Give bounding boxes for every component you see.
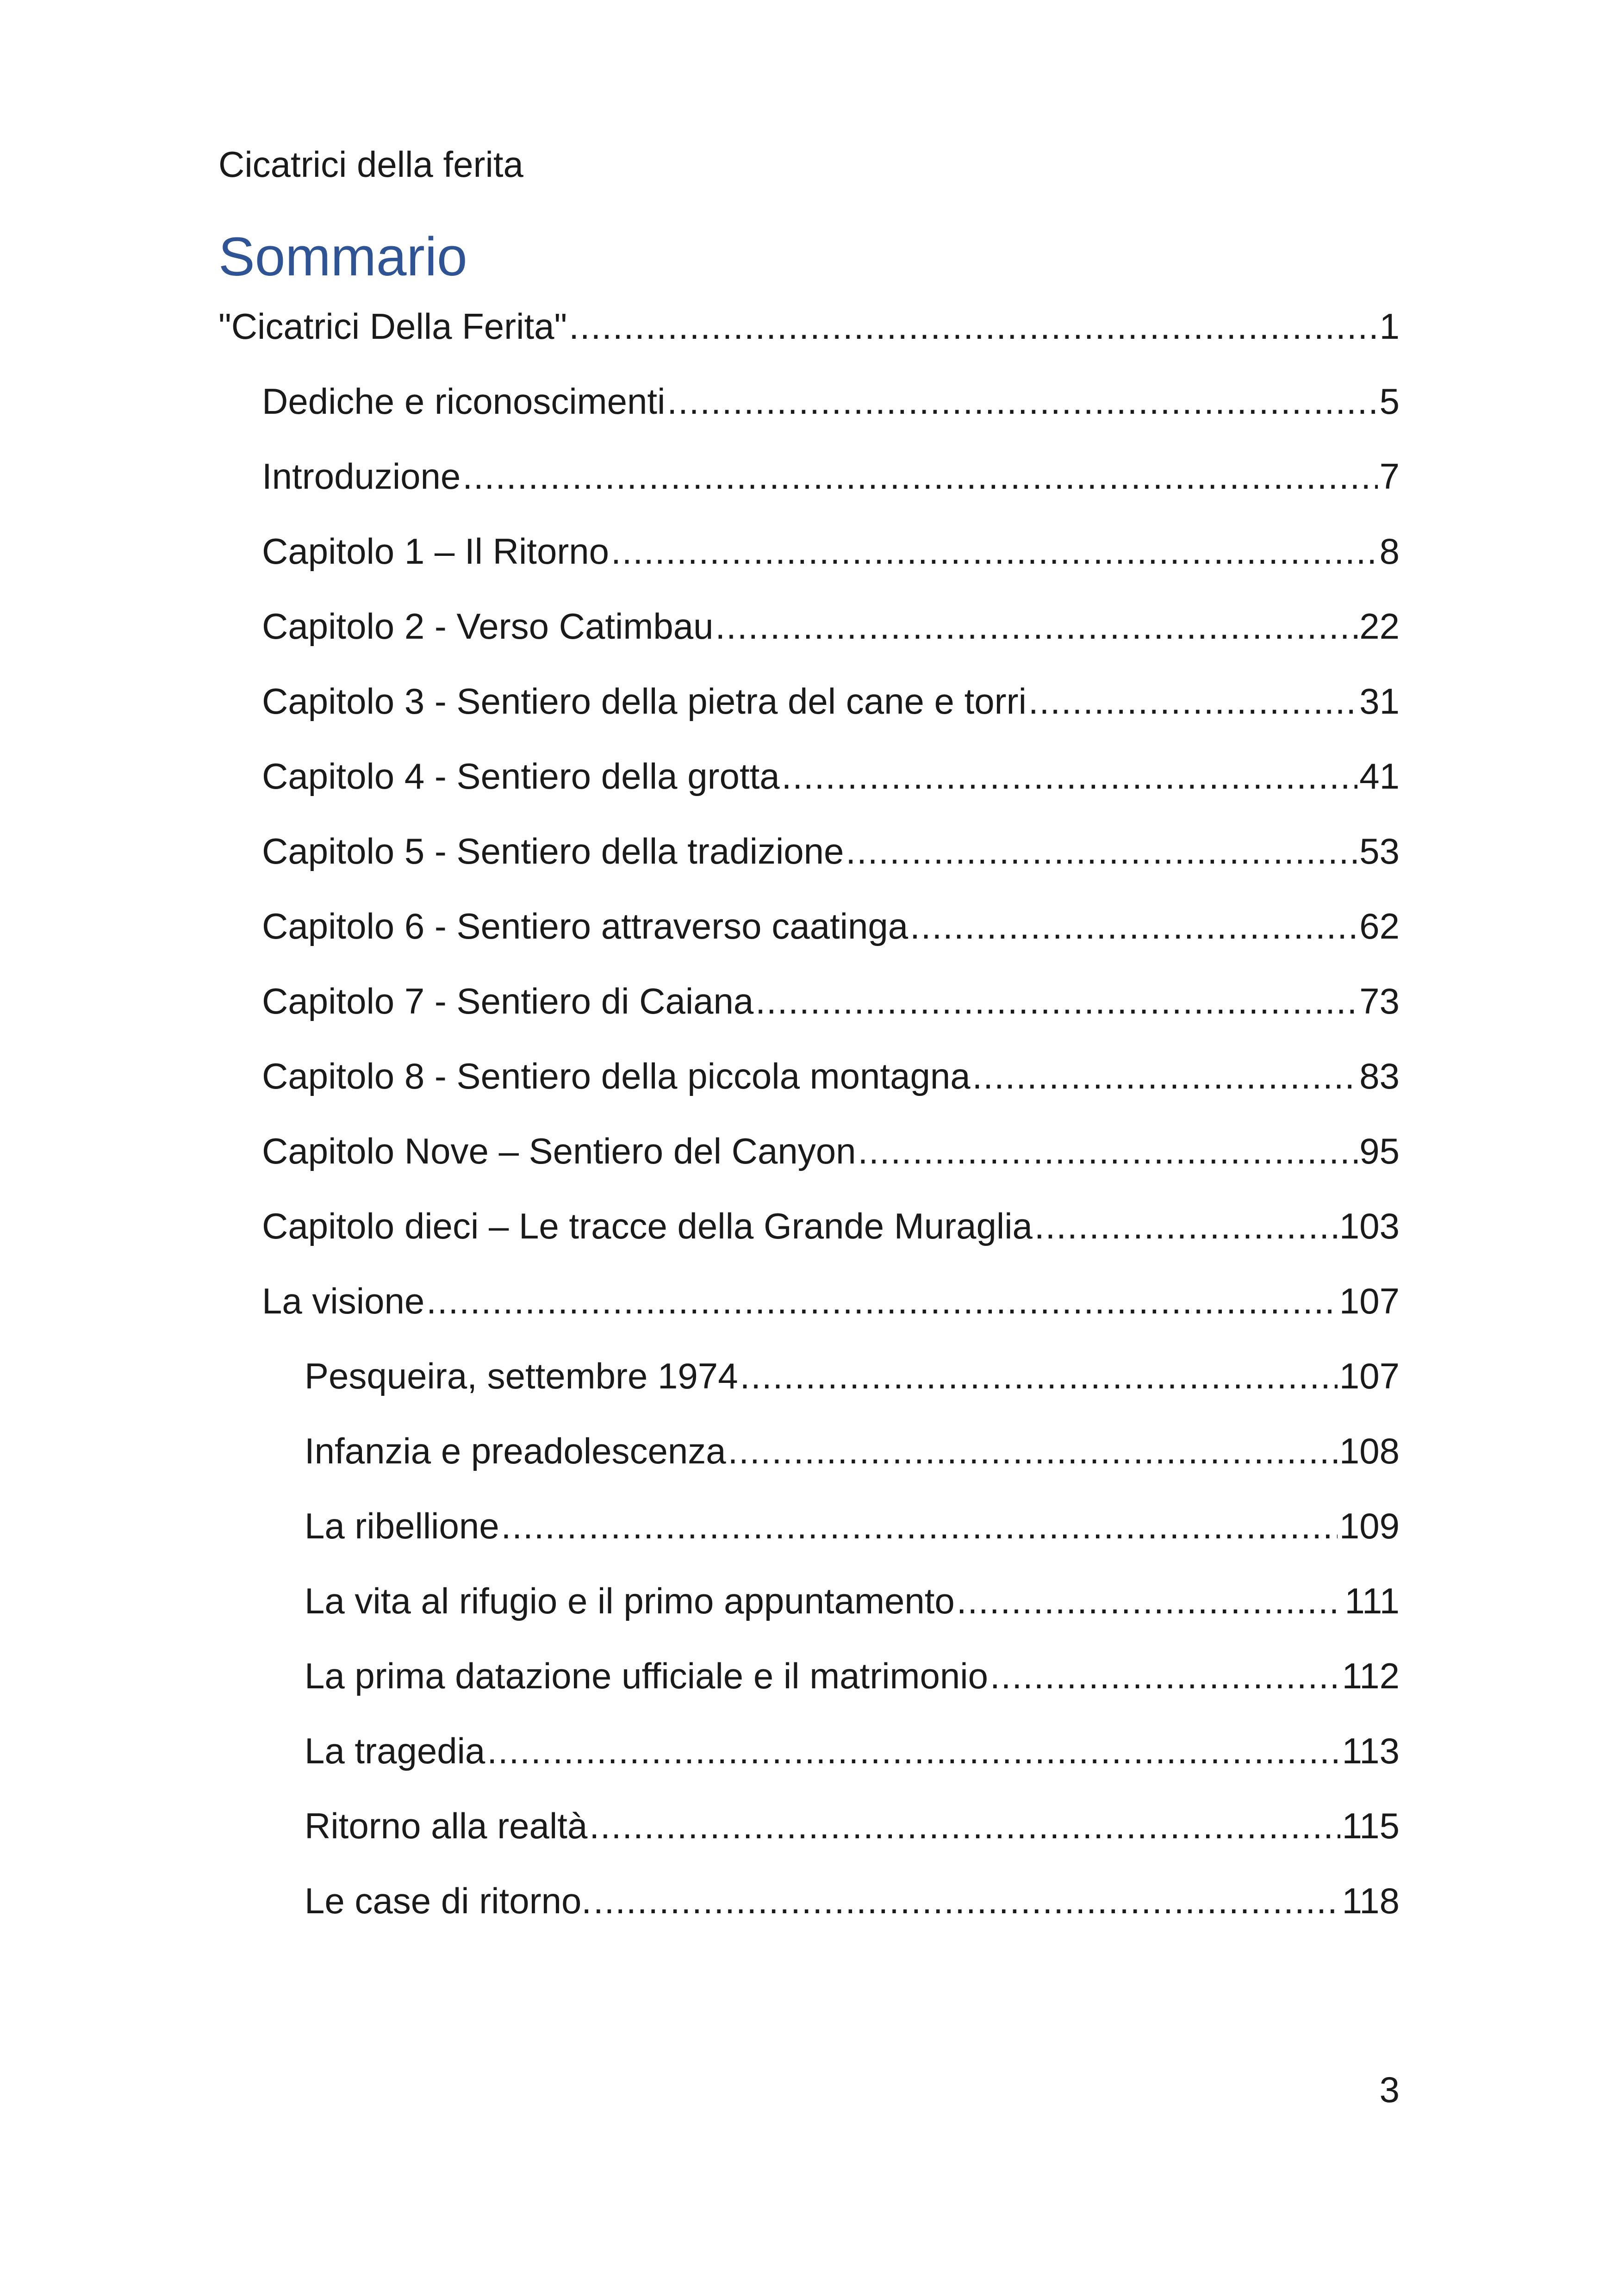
page-number: 3 bbox=[1379, 2069, 1400, 2110]
toc-entry[interactable] bbox=[305, 1725, 1400, 1776]
toc-entry[interactable] bbox=[305, 1575, 1400, 1626]
toc-entry-page-number: 83 bbox=[1359, 1056, 1400, 1096]
toc-entry-page-number: 31 bbox=[1359, 681, 1400, 722]
toc-entry-page-number: 8 bbox=[1379, 531, 1400, 572]
toc-entry-label: La vita al rifugio e il primo appuntamento bbox=[305, 1580, 955, 1621]
toc-entry-label: Capitolo 2 - Verso Catimbau bbox=[262, 606, 714, 647]
toc-entry[interactable] bbox=[262, 1276, 1400, 1326]
toc-entry-page-number: 111 bbox=[1344, 1580, 1400, 1621]
toc-dot-leader bbox=[755, 976, 1357, 1027]
toc-entry[interactable] bbox=[305, 1350, 1400, 1401]
toc-entry-page-number: 5 bbox=[1379, 381, 1400, 422]
toc-entry[interactable] bbox=[262, 376, 1400, 427]
toc-dot-leader bbox=[593, 1875, 1340, 1926]
toc-entry[interactable] bbox=[262, 601, 1400, 652]
toc-entry[interactable] bbox=[262, 1201, 1400, 1251]
toc-entry[interactable] bbox=[305, 1425, 1400, 1476]
toc-dot-leader bbox=[858, 1126, 1357, 1176]
toc-dot-leader bbox=[1028, 676, 1357, 727]
toc-entry-page-number: 103 bbox=[1339, 1206, 1400, 1246]
toc-entry[interactable] bbox=[305, 1650, 1400, 1701]
toc-entry[interactable] bbox=[262, 1126, 1400, 1176]
toc-entry-page-number: 95 bbox=[1359, 1131, 1400, 1171]
toc-dot-leader bbox=[589, 1800, 1340, 1851]
toc-entry-page-number: 118 bbox=[1342, 1880, 1400, 1921]
toc-title: Sommario bbox=[218, 226, 467, 287]
toc-entry-label: Pesqueira, settembre 1974 bbox=[305, 1356, 738, 1396]
toc-entry-page-number: 107 bbox=[1339, 1356, 1400, 1396]
toc-dot-leader bbox=[782, 751, 1358, 802]
toc-dot-leader bbox=[569, 301, 1377, 352]
toc-entry-label: Capitolo 7 - Sentiero di Caiana bbox=[262, 981, 754, 1021]
toc-dot-leader bbox=[426, 1276, 1338, 1326]
toc-dot-leader bbox=[501, 1500, 1338, 1551]
toc-entry-label: Capitolo 5 - Sentiero della tradizione bbox=[262, 831, 844, 871]
toc-entry-page-number: 109 bbox=[1339, 1506, 1400, 1546]
toc-entry-page-number: 22 bbox=[1359, 606, 1400, 647]
toc-entry-page-number: 53 bbox=[1359, 831, 1400, 871]
toc-dot-leader bbox=[972, 1051, 1358, 1101]
toc-entry-page-number: 41 bbox=[1359, 756, 1400, 796]
toc-entry-label: Capitolo 1 – Il Ritorno bbox=[262, 531, 610, 572]
toc-entry-page-number: 73 bbox=[1359, 981, 1400, 1021]
toc-entry-page-number: 112 bbox=[1342, 1655, 1400, 1696]
toc-entry-label: La tragedia bbox=[305, 1730, 485, 1771]
toc-entry-page-number: 62 bbox=[1359, 906, 1400, 946]
toc-dot-leader bbox=[667, 376, 1377, 427]
toc-entry[interactable] bbox=[305, 1875, 1400, 1926]
toc-entry[interactable] bbox=[262, 1051, 1400, 1101]
toc-dot-leader bbox=[462, 451, 1377, 502]
toc-entry-label: Infanzia e preadolescenza bbox=[305, 1431, 726, 1471]
toc-entry-label: Capitolo 3 - Sentiero della pietra del cane e torri bbox=[262, 681, 1027, 722]
toc-dot-leader bbox=[910, 901, 1357, 952]
toc-entry-page-number: 108 bbox=[1339, 1431, 1400, 1471]
toc-dot-leader bbox=[1034, 1201, 1338, 1251]
toc-entry-label: Capitolo 8 - Sentiero della piccola montagna bbox=[262, 1056, 971, 1096]
toc-entry[interactable] bbox=[262, 451, 1400, 502]
toc-dot-leader bbox=[990, 1650, 1340, 1701]
toc-entry-label: Capitolo 6 - Sentiero attraverso caatinga bbox=[262, 906, 909, 946]
toc-entry-label: Dediche e riconoscimenti bbox=[262, 381, 666, 422]
toc-dot-leader bbox=[740, 1350, 1338, 1401]
toc-entry-label: Capitolo 4 - Sentiero della grotta bbox=[262, 756, 780, 796]
toc-dot-leader bbox=[716, 601, 1358, 652]
toc-entry[interactable] bbox=[305, 1800, 1400, 1851]
toc-entry-page-number: 115 bbox=[1342, 1805, 1400, 1846]
toc-dot-leader bbox=[611, 526, 1378, 577]
running-header: Cicatrici della ferita bbox=[218, 144, 523, 185]
toc-entry[interactable] bbox=[262, 676, 1400, 727]
toc-dot-leader bbox=[487, 1725, 1340, 1776]
toc-dot-leader bbox=[728, 1425, 1338, 1476]
toc-entry-label: Ritorno alla realtà bbox=[305, 1805, 588, 1846]
toc-entry[interactable] bbox=[262, 826, 1400, 877]
toc-dot-leader bbox=[957, 1575, 1343, 1626]
toc-entry-page-number: 7 bbox=[1379, 456, 1400, 497]
toc-entry[interactable] bbox=[218, 301, 1400, 352]
toc-entry[interactable] bbox=[262, 751, 1400, 802]
toc-entry-label: Capitolo Nove – Sentiero del Canyon bbox=[262, 1131, 856, 1171]
toc-entry-label: La visione bbox=[262, 1281, 425, 1321]
toc-entry-label: Introduzione bbox=[262, 456, 461, 497]
toc-entry-label: La ribellione bbox=[305, 1506, 499, 1546]
toc-entry-page-number: 113 bbox=[1342, 1730, 1400, 1771]
toc-entry-page-number: 1 bbox=[1379, 306, 1400, 347]
toc-entry[interactable] bbox=[262, 976, 1400, 1027]
toc-entry-label: Capitolo dieci – Le tracce della Grande Muraglia bbox=[262, 1206, 1033, 1246]
toc-entry-page-number: 107 bbox=[1339, 1281, 1400, 1321]
toc-entry-label: "Cicatrici Della Ferita" bbox=[218, 306, 567, 347]
toc-entry-label: Le case di ritorno. bbox=[305, 1880, 592, 1921]
toc-entry[interactable] bbox=[262, 526, 1400, 577]
toc-entry[interactable] bbox=[305, 1500, 1400, 1551]
toc-entry[interactable] bbox=[262, 901, 1400, 952]
toc-entry-label: La prima datazione ufficiale e il matrimonio bbox=[305, 1655, 988, 1696]
toc-dot-leader bbox=[846, 826, 1357, 877]
